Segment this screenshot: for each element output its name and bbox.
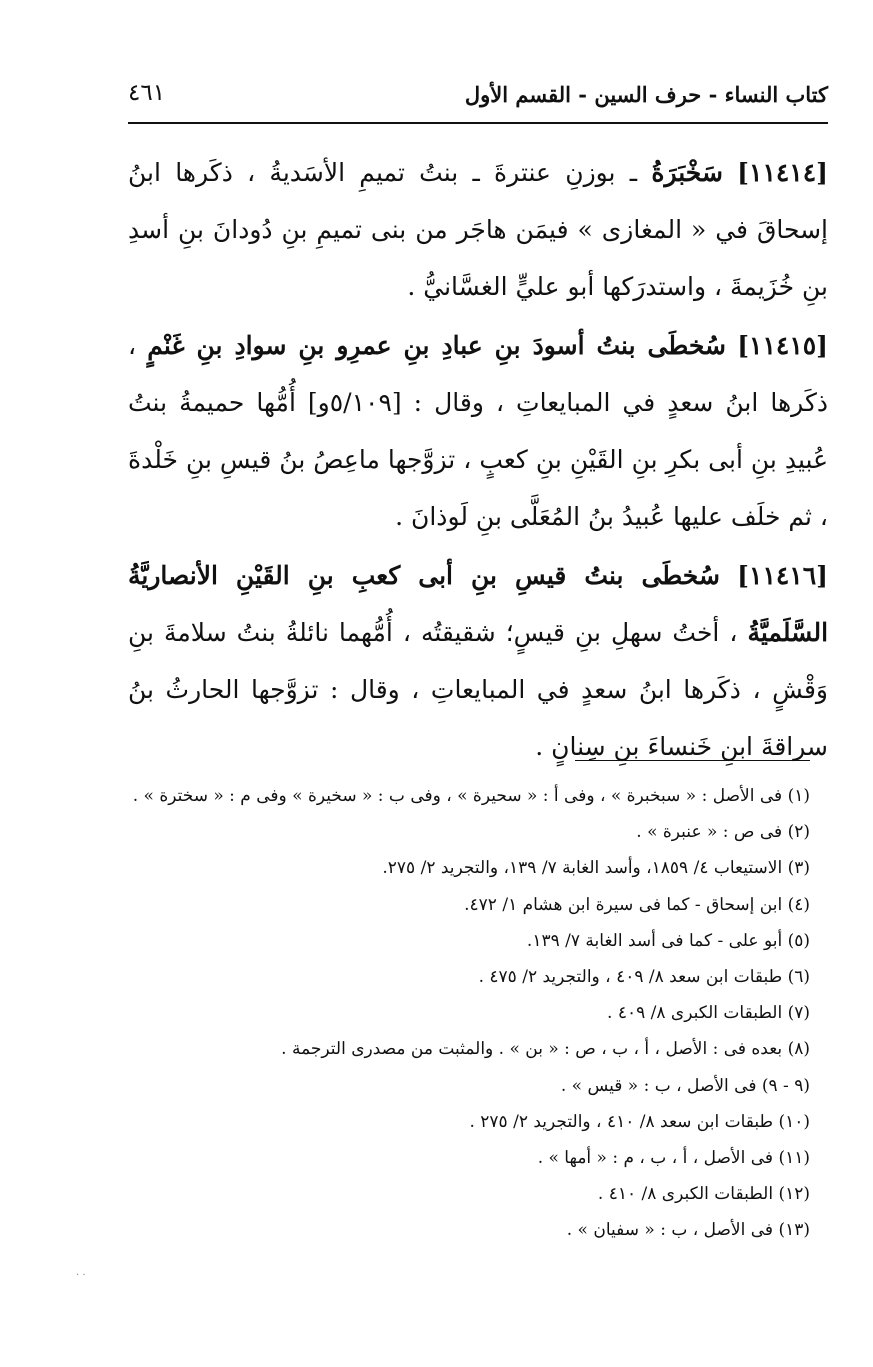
footnote: (١) فى الأصل : « سبخبرة » ، وفى أ : « سحيرة » ، وفى ب : « سخيرة » وفى م : « سخترة » . bbox=[132, 786, 810, 806]
footnote-separator bbox=[575, 760, 810, 761]
header-rule bbox=[128, 122, 828, 124]
footnote: (٢) فى ص : « عنبرة » . bbox=[636, 822, 810, 843]
entry-name: سُخطَى بنتُ أسودَ بنِ عبادِ بنِ عمرِو بنِ سوادِ بنِ غَنْمٍ bbox=[147, 331, 726, 360]
entry-number: [١١٤١٤] bbox=[737, 158, 828, 187]
entry-number: [١١٤١٥] bbox=[737, 331, 829, 360]
entry-number: [١١٤١٦] bbox=[737, 561, 828, 590]
entry-text: ، ذكَرها ابنُ سعدٍ في المبايعاتِ ، وقال : [٥/١٠٩و] أُمُّها حميمةُ بنتُ عُبيدِ بنِ أبى بكرِ بنِ القَيْنِ بنِ كعبٍ ، تزوَّجها ماعِصُ بنُ قيسِ بنِ خَلْدةَ ، ثم خلَف عليها عُبيدُ بنُ المُعَلَّى بنِ لَوذانَ . bbox=[128, 331, 828, 531]
footnote: (٧) الطبقات الكبرى ٨/ ٤٠٩ . bbox=[607, 1003, 810, 1024]
entry-11414 bbox=[128, 144, 828, 315]
entry-text: ـ بوزنِ عنترةَ ـ بنتُ تميمِ الأسَديةُ ، ذكَرها ابنُ إسحاقَ في « المغازى » فيمَن هاجَر من بنى تميمِ بنِ دُودانَ بنِ أسدِ بنِ خُزَيمةَ ، واستدرَكها أبو عليٍّ الغسَّانيُّ . bbox=[128, 158, 828, 301]
entry-name: سَخْبَرَةُ bbox=[651, 158, 723, 187]
entry-11416 bbox=[128, 547, 828, 775]
running-title: كتاب النساء - حرف السين - القسم الأول bbox=[464, 82, 828, 107]
footnote: (١٠) طبقات ابن سعد ٨/ ٤١٠ ، والتجريد ٢/ ٢٧٥ . bbox=[469, 1111, 810, 1132]
entry-11415 bbox=[128, 317, 828, 545]
footnote: (٣) الاستيعاب ٤/ ١٨٥٩، وأسد الغابة ٧/ ١٣٩، والتجريد ٢/ ٢٧٥. bbox=[382, 858, 810, 879]
footnote: (٦) طبقات ابن سعد ٨/ ٤٠٩ ، والتجريد ٢/ ٤٧٥ . bbox=[478, 967, 810, 988]
entry-name: سُخطَى بنتُ قيسِ بنِ أبى كعبِ بنِ القَيْنِ الأنصاريَّةُ السَّلَميَّةُ bbox=[128, 561, 829, 647]
footnote: (١٣) فى الأصل ، ب : « سفيان » . bbox=[566, 1220, 810, 1241]
footnote: (٤) ابن إسحاق - كما فى سيرة ابن هشام ١/ ٤٧٢. bbox=[464, 894, 810, 915]
entry-text: ، أختُ سهلِ بنِ قيسٍ؛ شقيقتُه ، أُمُّهما نائلةُ بنتُ سلامةَ بنِ وَقْشٍ ، ذكَرها ابنُ سعدٍ في المبايعاتِ ، وقال : تزوَّجها الحارثُ بنُ سراقةَ ابنِ خَنساءَ بنِ سِنانٍ . bbox=[128, 618, 828, 761]
scan-speck: · · bbox=[76, 1270, 86, 1281]
footnote: (١١) فى الأصل ، أ ، ب ، م : « أمها » . bbox=[537, 1148, 810, 1169]
footnotes bbox=[128, 778, 810, 1249]
page-number: ٤٦١ bbox=[128, 80, 166, 106]
footnote: (٩ - ٩) فى الأصل ، ب : « قيس » . bbox=[560, 1075, 810, 1096]
page-header bbox=[128, 74, 828, 114]
body-text bbox=[128, 144, 828, 777]
footnote: (٥) أبو على - كما فى أسد الغابة ٧/ ١٣٩. bbox=[526, 930, 810, 951]
footnote: (٨) بعده فى : الأصل ، أ ، ب ، ص : « بن » . والمثبت من مصدرى الترجمة . bbox=[281, 1039, 810, 1060]
footnote: (١٢) الطبقات الكبرى ٨/ ٤١٠ . bbox=[597, 1184, 810, 1205]
